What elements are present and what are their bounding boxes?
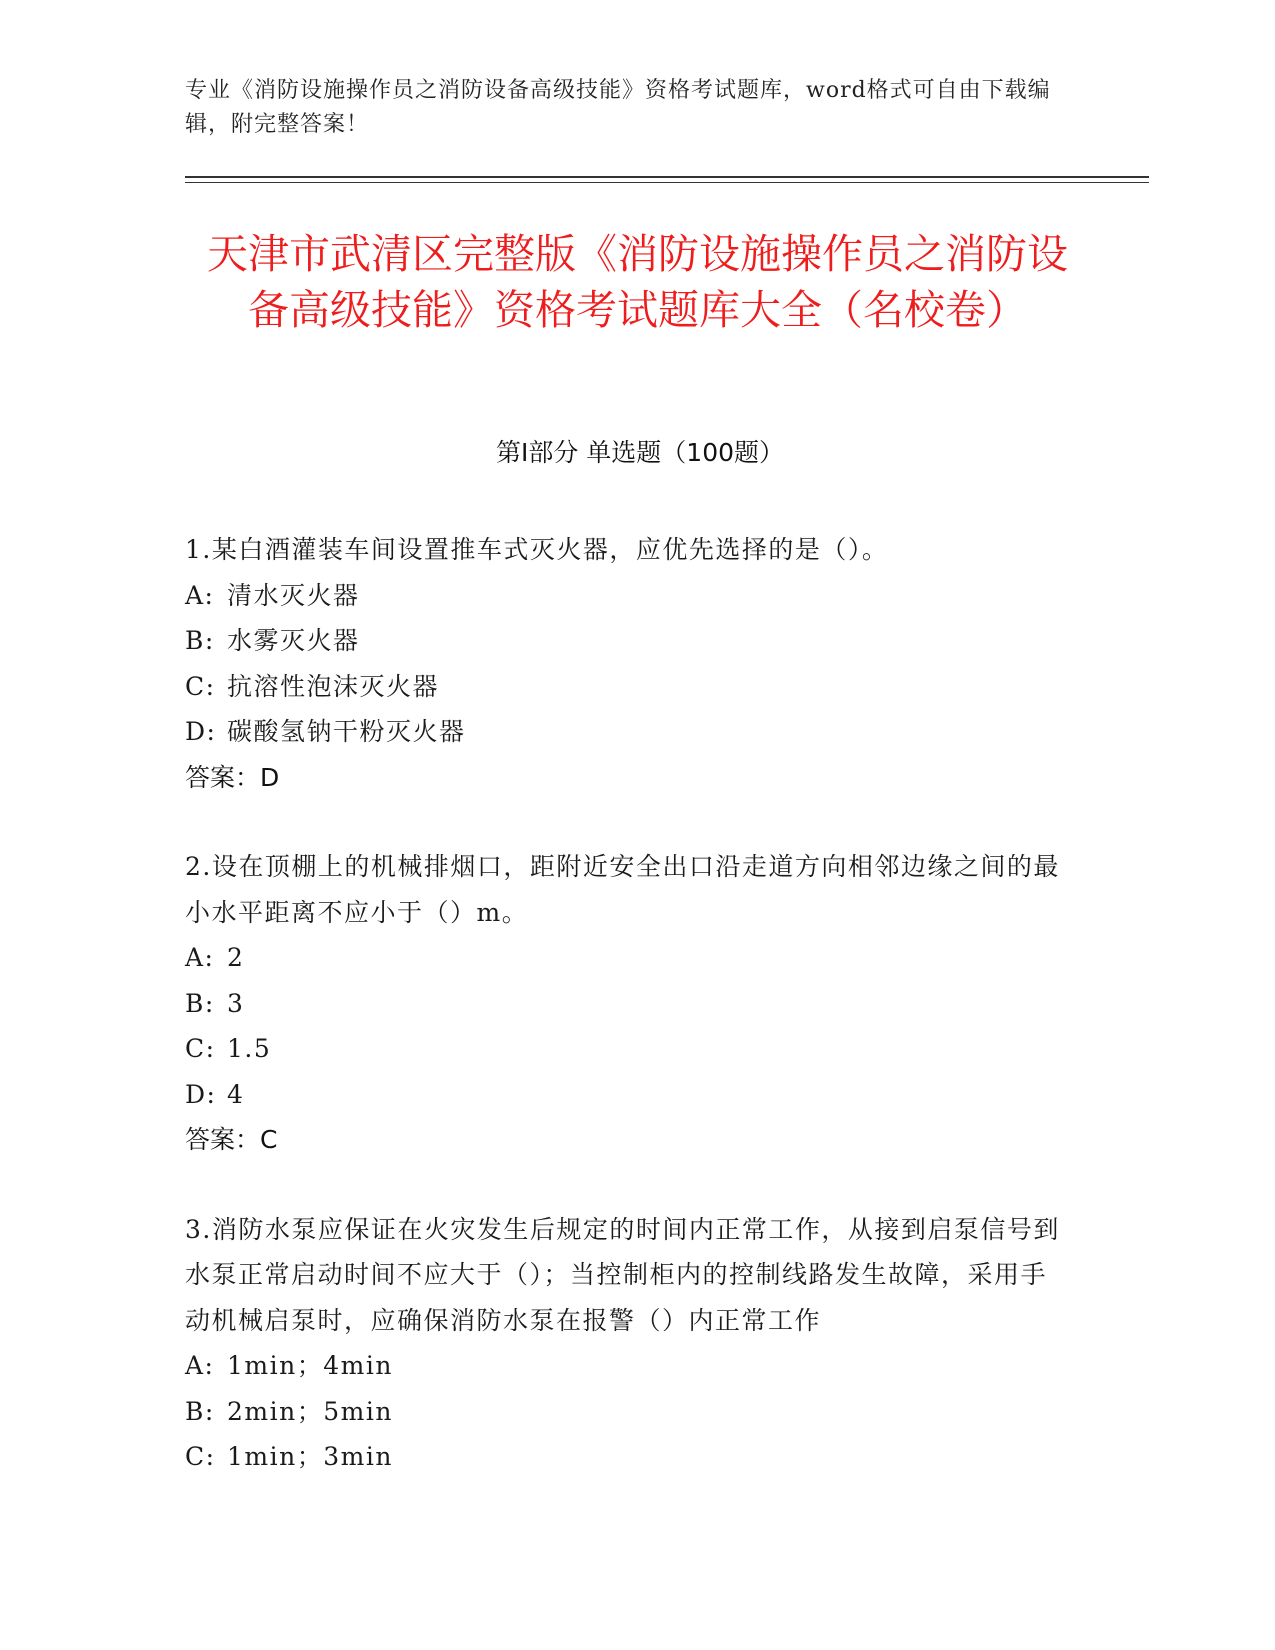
option-c (185, 1026, 1065, 1072)
option-b (185, 618, 1065, 664)
answer-line: 答案：D (185, 762, 280, 792)
option-key: D: (185, 1079, 217, 1109)
option-text: 清水灭火器 (227, 580, 360, 610)
option-text: 2 (227, 943, 245, 972)
question-3 (185, 1207, 1065, 1480)
question-1 (185, 527, 1065, 800)
option-text: 水雾灭火器 (227, 626, 360, 655)
option-a (185, 1343, 1065, 1389)
header-note: 专业《消防设施操作员之消防设备高级技能》资格考试题库，word格式可自由下载编辑，附完整答案！ (185, 78, 1051, 137)
option-text: 1min；3min (227, 1442, 393, 1471)
question-stem: 2.设在顶棚上的机械排烟口，距附近安全出口沿走道方向相邻边缘之间的最小水平距离不应小于（）m。 (185, 852, 1060, 927)
option-text: 4 (227, 1079, 245, 1109)
option-text: 3 (227, 988, 245, 1018)
header-rule-thin (185, 182, 1149, 183)
question-stem: 1.某白酒灌装车间设置推车式灭火器，应优先选择的是（）。 (185, 535, 889, 564)
option-b (185, 1389, 1065, 1435)
option-text: 抗溶性泡沫灭火器 (227, 671, 440, 701)
option-key: A: (185, 580, 215, 610)
question-stem: 3.消防水泵应保证在火灾发生后规定的时间内正常工作，从接到启泵信号到水泵正常启动时间不应大于（）；当控制柜内的控制线路发生故障，采用手动机械启泵时，应确保消防水泵在报警（）内正常工作 (185, 1214, 1060, 1335)
answer-line: 答案：C (185, 1125, 278, 1154)
option-b (185, 981, 1065, 1027)
option-key: C: (185, 1442, 216, 1471)
option-c (185, 1434, 1065, 1480)
option-text: 2min；5min (227, 1396, 393, 1426)
option-text: 1min；4min (227, 1351, 393, 1380)
question-list (185, 527, 1065, 1524)
option-text: 1.5 (227, 1034, 272, 1063)
section-heading: 第Ⅰ部分 单选题（100题） (495, 438, 785, 467)
option-key: A: (185, 943, 215, 972)
option-a (185, 573, 1065, 619)
option-key: C: (185, 1034, 216, 1063)
option-c (185, 664, 1065, 710)
option-d (185, 1072, 1065, 1118)
option-a (185, 935, 1065, 981)
option-key: B: (185, 1396, 215, 1426)
option-key: C: (185, 671, 216, 701)
option-key: B: (185, 626, 215, 655)
option-key: B: (185, 988, 215, 1018)
document-title: 天津市武清区完整版《消防设施操作员之消防设备高级技能》资格考试题库大全（名校卷） (207, 230, 1068, 334)
option-d (185, 709, 1065, 755)
question-2 (185, 844, 1065, 1163)
header-rule-thick (185, 176, 1149, 178)
option-key: D: (185, 717, 217, 746)
option-text: 碳酸氢钠干粉灭火器 (227, 717, 466, 746)
option-key: A: (185, 1351, 215, 1380)
